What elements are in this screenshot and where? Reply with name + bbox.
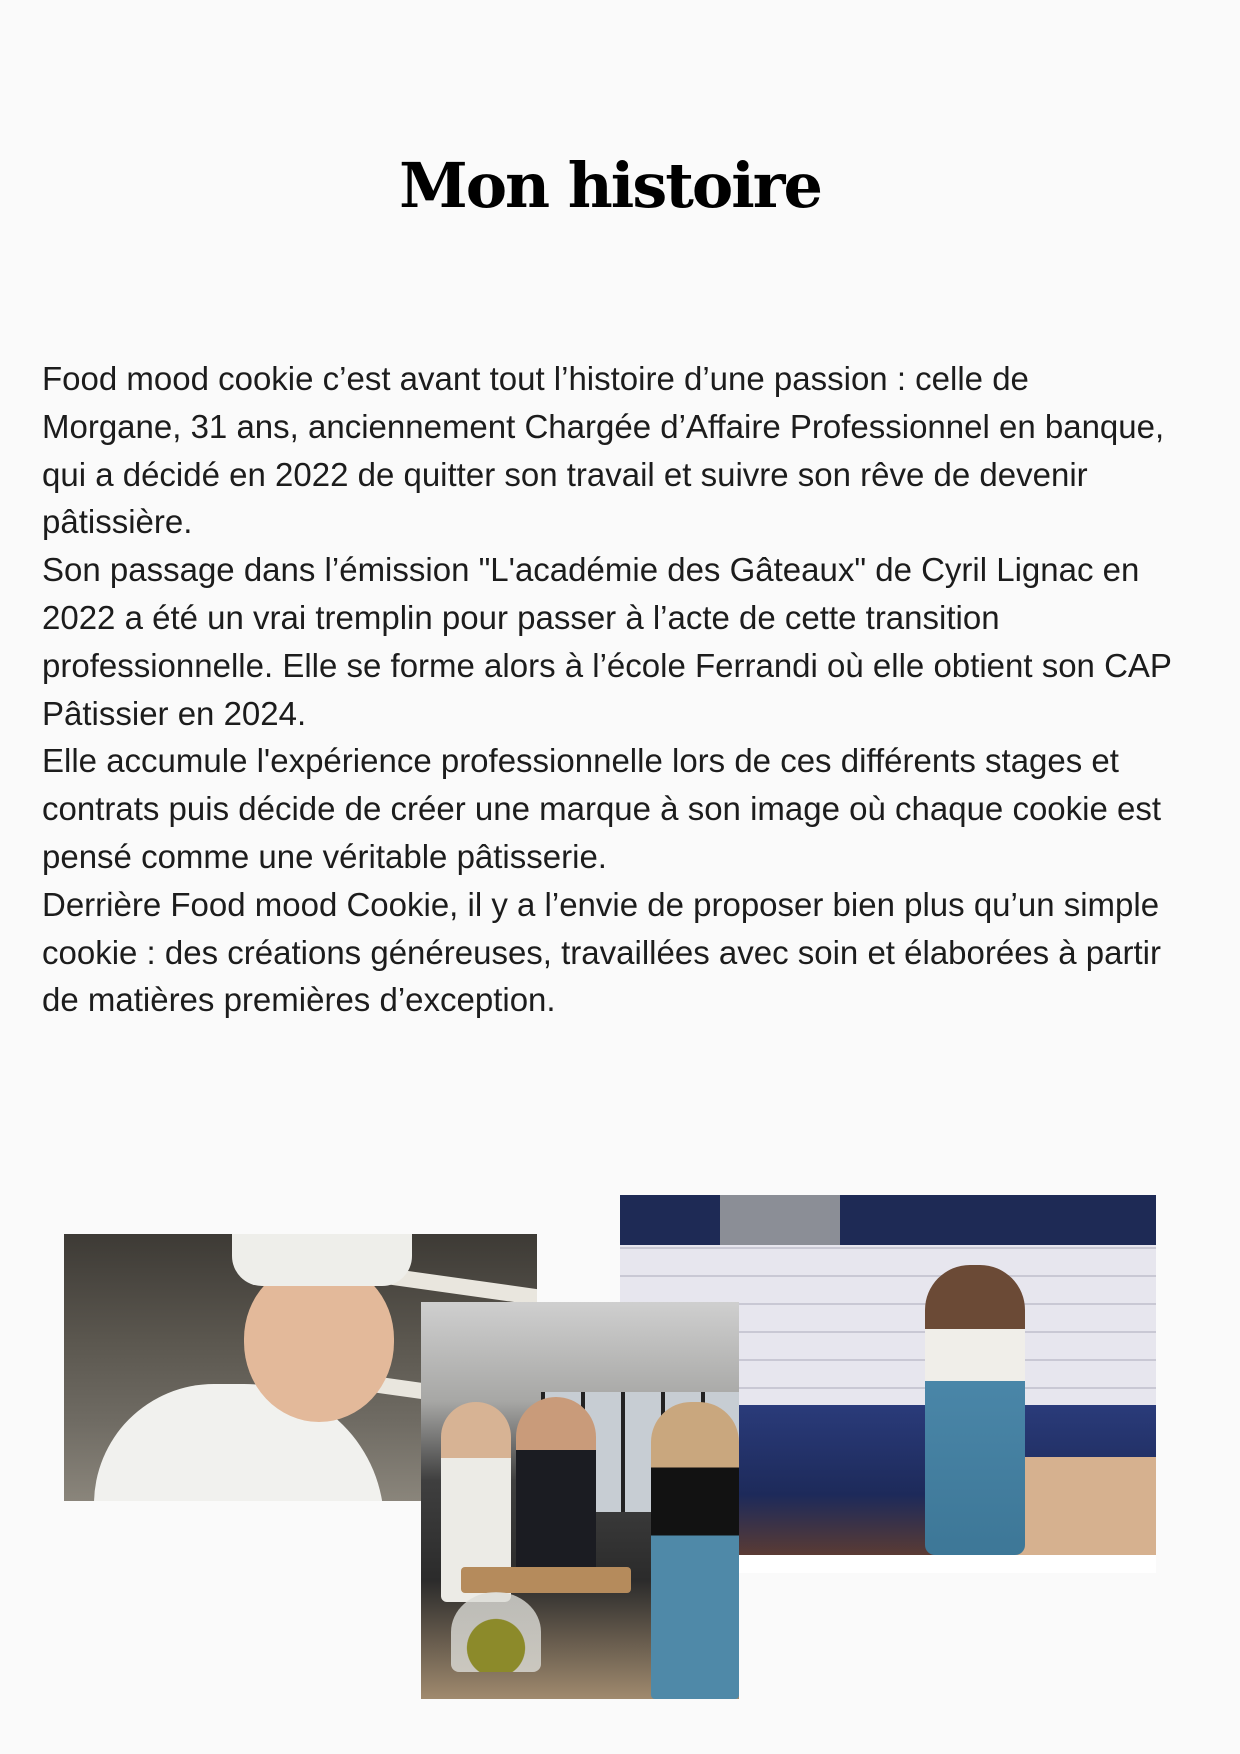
story-text	[42, 355, 1177, 1024]
story-paragraph: Son passage dans l’émission "L'académie des Gâteaux" de Cyril Lignac en 2022 a été un vrai tremplin pour passer à l’acte de cette transition professionnelle. Elle se forme alors à l’école Ferrandi où elle obtient son CAP Pâtissier en 2024.	[42, 551, 1172, 732]
chef-face	[244, 1262, 394, 1422]
kitchen-ceiling	[620, 1195, 1156, 1245]
page-title: Mon histoire	[399, 149, 821, 222]
story-paragraph: Elle accumule l'expérience professionnelle lors de ces différents stages et contrats puis décide de créer une marque à son image où chaque cookie est pensé comme une véritable pâtisserie.	[42, 742, 1162, 875]
chef-hat	[232, 1234, 412, 1286]
glass-cloche	[451, 1592, 541, 1672]
kitchen-hood	[720, 1195, 840, 1245]
pastry-chef-apron	[925, 1265, 1025, 1555]
contestant	[651, 1402, 739, 1699]
story-paragraph: Food mood cookie c’est avant tout l’histoire d’une passion : celle de Morgane, 31 ans, anciennement Chargée d’Affaire Professionnel en banque, qui a décidé en 2022 de quitter son travail et suivre son rêve de devenir pâtissière.	[42, 360, 1165, 541]
photo-tv-show	[421, 1302, 739, 1699]
serving-board	[461, 1567, 631, 1593]
story-paragraph: Derrière Food mood Cookie, il y a l’envie de proposer bien plus qu’un simple cookie : des créations généreuses, travaillées avec soin et élaborées à partir de matières premières d’exception.	[42, 885, 1161, 1019]
host-in-black	[516, 1397, 596, 1587]
